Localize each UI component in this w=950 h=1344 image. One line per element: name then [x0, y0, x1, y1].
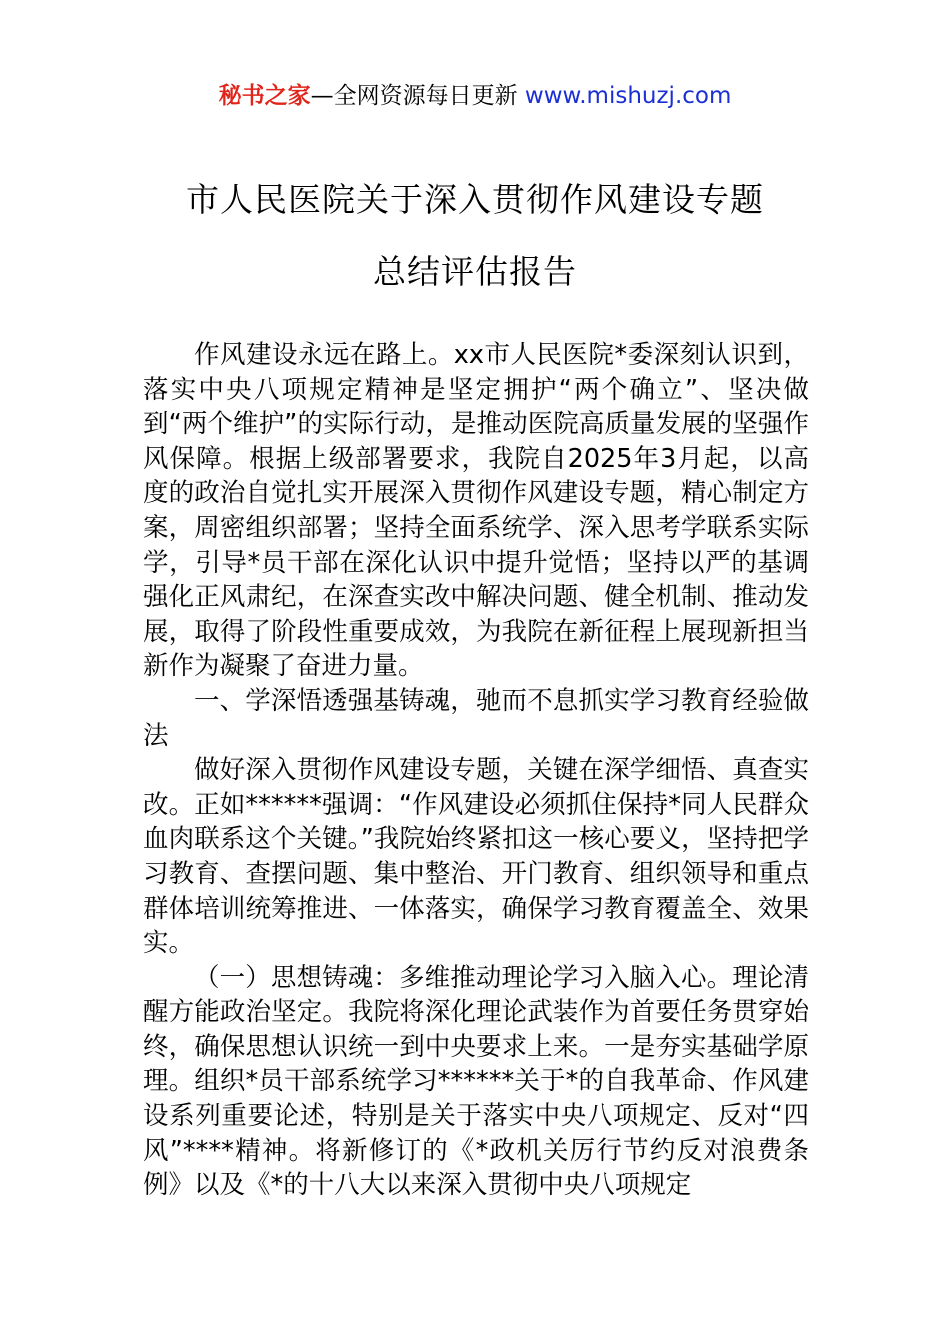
- paragraph-intro: 作风建设永远在路上。xx市人民医院*委深刻认识到，落实中央八项规定精神是坚定拥护“两个确立”、坚决做到“两个维护”的实际行动，是推动医院高质量发展的坚强作风保障。根据上级部署要求，我院自2025年3月起，以高度的政治自觉扎实开展深入贯彻作风建设专题，精心制定方案，周密组织部署；坚持全面系统学、深入思考学联系实际学，引导*员干部在深化认识中提升觉悟；坚持以严的基调强化正风肃纪，在深查实改中解决问题、健全机制、推动发展，取得了阶段性重要成效，为我院在新征程上展现新担当新作为凝聚了奋进力量。: [143, 340, 809, 682]
- section-heading-1: 一、学深悟透强基铸魂，驰而不息抓实学习教育经验做法: [143, 685, 809, 751]
- paragraph-subsection-1: （一）思想铸魂：多维推动理论学习入脑入心。理论清醒方能政治坚定。我院将深化理论武装作为首要任务贯穿始终，确保思想认识统一到中央要求上来。一是夯实基础学原理。组织*员干部系统学习******关于*的自我革命、作风建设系列重要论述，特别是关于落实中央八项规定、反对“四风”****精神。将新修订的《*政机关厉行节约反对浪费条例》以及《*的十八大以来深入贯彻中央八项规定: [143, 962, 809, 1201]
- document-title-line-2: 总结评估报告: [373, 252, 577, 291]
- document-body: [143, 338, 809, 1203]
- document-title-line-1: 市人民医院关于深入贯彻作风建设专题: [186, 180, 764, 219]
- site-header: [0, 80, 950, 112]
- paragraph-section-1: 做好深入贯彻作风建设专题，关键在深学细悟、真查实改。正如******强调：“作风建设必须抓住保持*同人民群众血肉联系这个关键。”我院始终紧扣这一核心要义，坚持把学习教育、查摆问题、集中整治、开门教育、组织领导和重点群体培训统筹推进、一体落实，确保学习教育覆盖全、效果实。: [143, 755, 809, 959]
- site-brand: 秘书之家: [218, 83, 311, 109]
- site-url-link[interactable]: www.mishuzj.com: [524, 83, 732, 109]
- site-tagline: —全网资源每日更新: [310, 83, 518, 109]
